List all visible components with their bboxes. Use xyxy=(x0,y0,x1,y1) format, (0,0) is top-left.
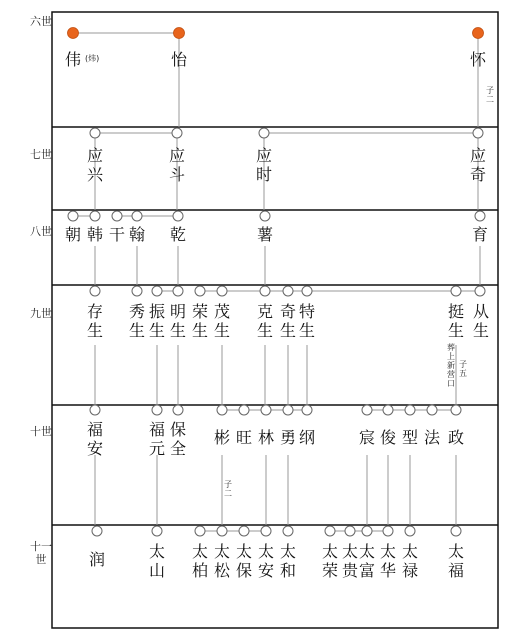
node-dot xyxy=(261,405,271,415)
node-dot xyxy=(451,526,461,536)
person-name: 奇生 xyxy=(279,302,296,340)
node-dot xyxy=(362,526,372,536)
node-dot xyxy=(405,405,415,415)
node-dot xyxy=(283,526,293,536)
person-name: 法 xyxy=(423,428,440,447)
generation-label-7: 七世 xyxy=(30,148,52,161)
person-name: 明生 xyxy=(169,302,186,340)
node-dot xyxy=(195,526,205,536)
person-name: 从生 xyxy=(472,302,489,340)
node-dot xyxy=(152,286,162,296)
person-name: 旺 xyxy=(235,428,252,447)
node-dot xyxy=(475,286,485,296)
node-dot xyxy=(195,286,205,296)
node-dot xyxy=(112,211,122,221)
person-name: 克生 xyxy=(256,302,273,340)
annotation-note: 子二 xyxy=(224,480,232,498)
annotation-note: 葬上新营口 xyxy=(447,343,455,388)
person-name: 勇 xyxy=(279,428,296,447)
generation-label-11: 十一世 xyxy=(30,540,52,566)
person-name: 保全 xyxy=(169,420,186,458)
person-name: 怀 xyxy=(469,50,486,69)
person-name: 太福 xyxy=(447,542,464,580)
generation-label-10: 十世 xyxy=(30,425,52,438)
person-name: 育 xyxy=(471,225,488,244)
node-dot xyxy=(473,28,484,39)
node-dot xyxy=(239,405,249,415)
person-name-note: (炜) xyxy=(85,54,100,63)
node-dot xyxy=(473,128,483,138)
node-dot xyxy=(345,526,355,536)
node-dot xyxy=(260,211,270,221)
person-name: 应兴 xyxy=(86,146,103,184)
node-dot xyxy=(239,526,249,536)
person-name: 应时 xyxy=(255,146,272,184)
node-dot xyxy=(260,286,270,296)
person-name: 润 xyxy=(88,550,105,569)
person-name: 太华 xyxy=(379,542,396,580)
person-name: 存生 xyxy=(86,302,103,340)
person-name: 太柏 xyxy=(191,542,208,580)
person-name: 林 xyxy=(257,428,274,447)
node-dot xyxy=(302,405,312,415)
node-dot xyxy=(90,286,100,296)
person-name: 韩 xyxy=(86,225,103,244)
person-name: 应斗 xyxy=(168,146,185,184)
person-name: 振生 xyxy=(148,302,165,340)
person-name: 挺生 xyxy=(447,302,464,340)
node-dot xyxy=(451,405,461,415)
person-name: 朝 xyxy=(64,225,81,244)
person-name: 纲 xyxy=(298,428,315,447)
node-dot xyxy=(217,526,227,536)
connector-lines xyxy=(73,33,480,531)
node-dot xyxy=(90,405,100,415)
generation-label-9: 九世 xyxy=(30,307,52,320)
node-dot xyxy=(217,405,227,415)
node-dot xyxy=(173,286,183,296)
node-dot xyxy=(362,405,372,415)
person-name: 伟 xyxy=(64,50,81,69)
person-name: 太禄 xyxy=(401,542,418,580)
annotation-note: 子五 xyxy=(459,360,467,378)
node-dot xyxy=(283,405,293,415)
node-dot xyxy=(383,405,393,415)
node-dot xyxy=(173,405,183,415)
node-dot xyxy=(90,128,100,138)
person-name: 薯 xyxy=(256,225,273,244)
person-name: 太松 xyxy=(213,542,230,580)
node-dot xyxy=(132,286,142,296)
node-dot xyxy=(427,405,437,415)
person-name: 太山 xyxy=(148,542,165,580)
node-dot xyxy=(475,211,485,221)
person-name: 太保 xyxy=(235,542,252,580)
node-dot xyxy=(173,211,183,221)
node-dot xyxy=(174,28,185,39)
node-dot xyxy=(68,211,78,221)
node-dot xyxy=(302,286,312,296)
person-name: 应奇 xyxy=(469,146,486,184)
node-dot xyxy=(283,286,293,296)
person-name: 太安 xyxy=(257,542,274,580)
person-name: 干 xyxy=(108,225,125,244)
person-name: 太富 xyxy=(358,542,375,580)
person-name: 宸 xyxy=(358,428,375,447)
person-name: 荣生 xyxy=(191,302,208,340)
person-name: 翰 xyxy=(128,225,145,244)
person-name: 怡 xyxy=(170,50,187,69)
annotation-note: 子二 xyxy=(486,86,494,104)
person-name: 太贵 xyxy=(341,542,358,580)
node-dot xyxy=(152,405,162,415)
node-dot xyxy=(152,526,162,536)
person-name: 型 xyxy=(401,428,418,447)
person-name: 彬 xyxy=(213,428,230,447)
person-name: 太荣 xyxy=(321,542,338,580)
person-name: 秀生 xyxy=(128,302,145,340)
person-name: 俊 xyxy=(379,428,396,447)
node-dot xyxy=(217,286,227,296)
person-name: 茂生 xyxy=(213,302,230,340)
node-dot xyxy=(68,28,79,39)
generation-label-6: 六世 xyxy=(30,15,52,28)
person-name: 政 xyxy=(447,428,464,447)
node-dot xyxy=(132,211,142,221)
person-name: 福安 xyxy=(86,420,103,458)
node-dot xyxy=(259,128,269,138)
node-dot xyxy=(405,526,415,536)
node-dot xyxy=(90,211,100,221)
person-name: 乾 xyxy=(169,225,186,244)
node-dot xyxy=(261,526,271,536)
node-dot xyxy=(92,526,102,536)
node-dot xyxy=(325,526,335,536)
person-name: 太和 xyxy=(279,542,296,580)
person-name: 特生 xyxy=(298,302,315,340)
generation-label-8: 八世 xyxy=(30,225,52,238)
node-dot xyxy=(172,128,182,138)
person-name: 福元 xyxy=(148,420,165,458)
node-dot xyxy=(451,286,461,296)
node-dot xyxy=(383,526,393,536)
